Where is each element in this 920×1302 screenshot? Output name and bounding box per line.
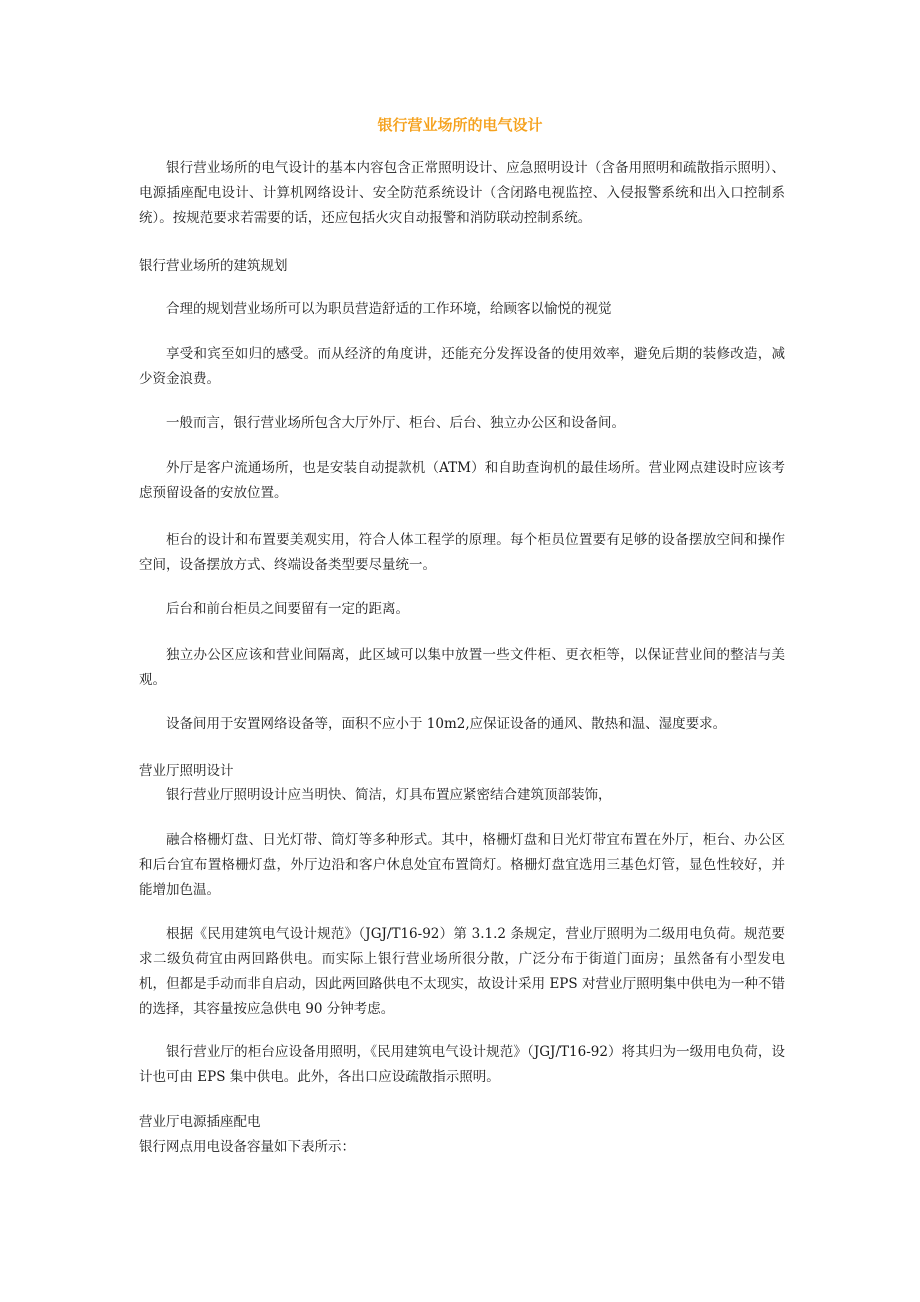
paragraph: 银行网点用电设备容量如下表所示： [139,1139,355,1155]
paragraph: 享受和宾至如归的感受。而从经济的角度讲，还能充分发挥设备的使用效率，避免后期的装修改造，减少资金浪费。 [139,346,785,387]
document-title: 银行营业场所的电气设计 [377,116,543,134]
section-heading-lighting-design: 营业厅照明设计 [139,763,234,779]
paragraph: 合理的规划营业场所可以为职员营造舒适的工作环境，给顾客以愉悦的视觉 [166,301,612,317]
paragraph: 独立办公区应该和营业间隔离，此区域可以集中放置一些文件柜、更衣柜等，以保证营业间的整洁与美观。 [139,647,785,688]
section-heading-building-planning: 银行营业场所的建筑规划 [139,258,288,274]
paragraph: 根据《民用建筑电气设计规范》（JGJ/T16-92）第 3.1.2 条规定，营业厅照明为二级用电负荷。规范要求二级负荷宜由两回路供电。而实际上银行营业场所很分散，广泛分布于街道门面房；虽然备有小型发电机，但都是手动而非自启动，因此两回路供电不太现实，故设计采用 EPS 对营业厅照明集中供电为一种不错的选择，其容量按应急供电 90 分钟考虑。 [139,926,785,1017]
paragraph: 外厅是客户流通场所，也是安装自动提款机（ATM）和自助查询机的最佳场所。营业网点建设时应该考虑预留设备的安放位置。 [139,460,785,501]
paragraph: 银行营业厅的柜台应设备用照明，《民用建筑电气设计规范》（JGJ/T16-92）将其归为一级用电负荷，设计也可由 EPS 集中供电。此外，各出口应设疏散指示照明。 [139,1044,785,1085]
paragraph: 融合格栅灯盘、日光灯带、筒灯等多种形式。其中，格栅灯盘和日光灯带宜布置在外厅，柜台、办公区和后台宜布置格栅灯盘，外厅边沿和客户休息处宜布置筒灯。格栅灯盘宜选用三基色灯管，显色性较好，并能增加色温。 [139,832,785,898]
intro-paragraph: 银行营业场所的电气设计的基本内容包含正常照明设计、应急照明设计（含备用照明和疏散指示照明）、电源插座配电设计、计算机网络设计、安全防范系统设计（含闭路电视监控、入侵报警系统和出入口控制系统）。按规范要求若需要的话，还应包括火灾自动报警和消防联动控制系统。 [139,160,785,226]
section-heading-power-sockets: 营业厅电源插座配电 [139,1114,261,1130]
paragraph: 银行营业厅照明设计应当明快、简洁，灯具布置应紧密结合建筑顶部装饰， [166,787,612,803]
paragraph: 一般而言，银行营业场所包含大厅外厅、柜台、后台、独立办公区和设备间。 [166,415,625,431]
paragraph: 后台和前台柜员之间要留有一定的距离。 [166,601,409,617]
paragraph: 设备间用于安置网络设备等，面积不应小于 10m2,应保证设备的通风、散热和温、湿度要求。 [166,716,727,732]
paragraph: 柜台的设计和布置要美观实用，符合人体工程学的原理。每个柜员位置要有足够的设备摆放空间和操作空间，设备摆放方式、终端设备类型要尽量统一。 [139,532,785,573]
